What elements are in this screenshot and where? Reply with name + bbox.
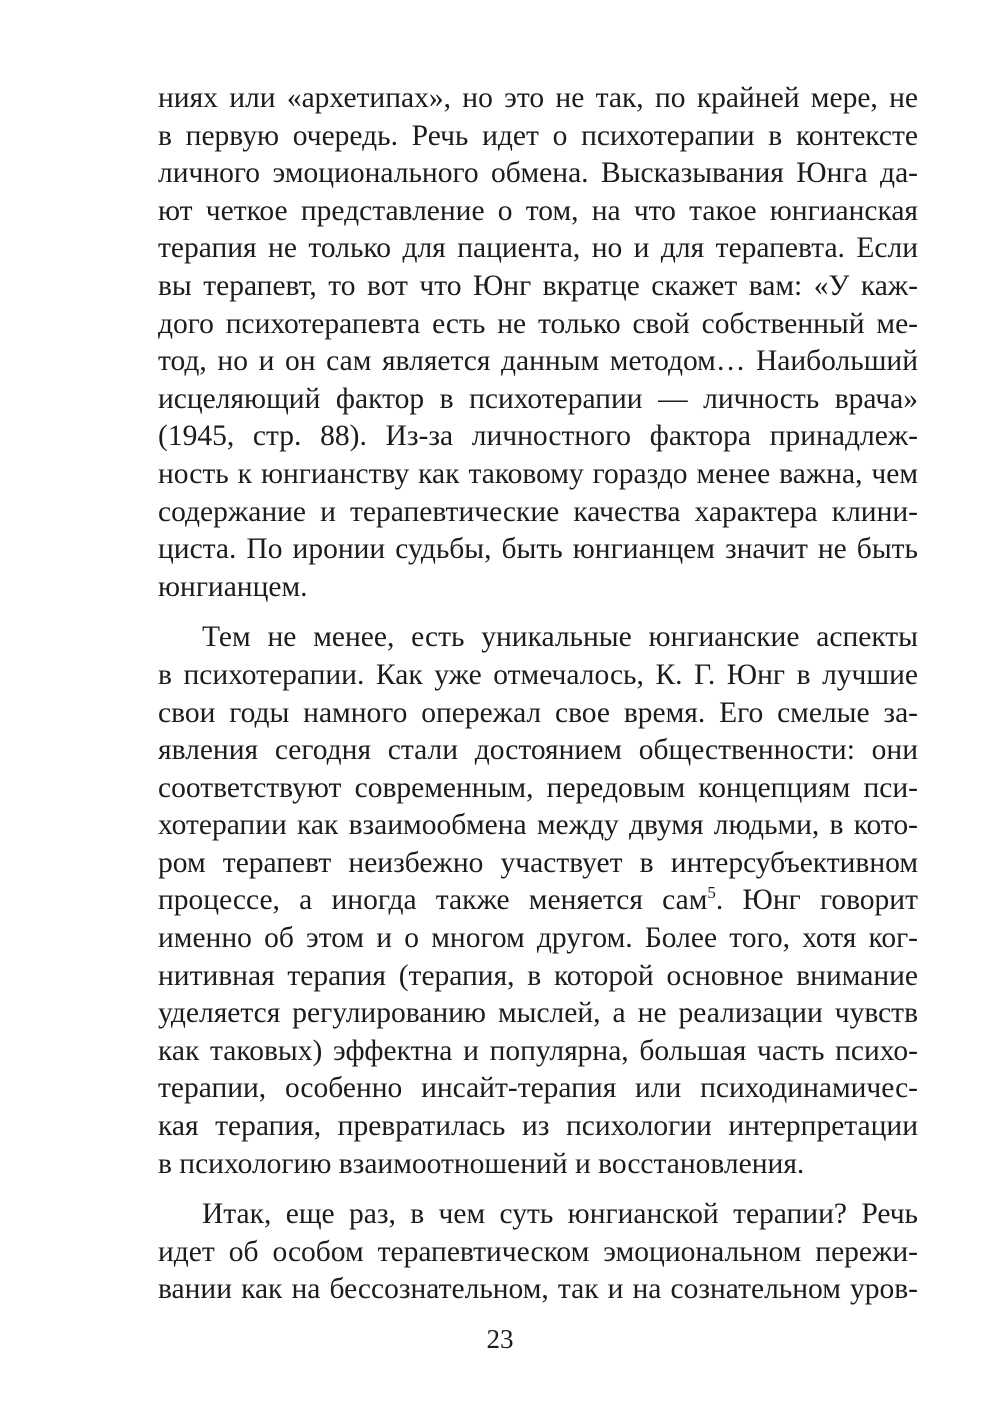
text-line: терапии, особенно инсайт-терапия или психодинамичес-	[158, 1072, 918, 1105]
text-line: (1945, стр. 88). Из-за личностного фактора принадлеж-	[158, 420, 918, 453]
page-number: 23	[486, 1324, 514, 1354]
footnote-text-line	[158, 882, 918, 920]
text-fragment: процессе, а иногда также меняется сам	[158, 884, 708, 917]
text-line: Итак, еще раз, в чем суть юнгианской терапии? Речь	[202, 1198, 918, 1231]
text-line: ность к юнгианству как таковому гораздо менее важна, чем	[158, 457, 918, 490]
text-line: в психологию взаимоотношений и восстановления.	[158, 1147, 805, 1180]
text-line: в психотерапии. Как уже отмечалось, К. Г. Юнг в лучшие	[158, 658, 918, 691]
text-line: Тем не менее, есть уникальные юнгианские аспекты	[202, 621, 918, 654]
footnote-marker[interactable]: 5	[707, 883, 716, 903]
text-line: ниях или «архетипах», но это не так, по крайней мере, не	[158, 82, 918, 114]
text-line: явления сегодня стали достоянием общественности: они	[158, 734, 918, 767]
text-line: личного эмоционального обмена. Высказывания Юнга да-	[158, 157, 918, 190]
text-fragment: . Юнг говорит	[715, 884, 918, 917]
text-line: дого психотерапевта есть не только свой собственный ме-	[158, 307, 918, 340]
text-line: идет об особом терапевтическом эмоциональном пережи-	[158, 1235, 918, 1268]
paragraph-2	[158, 619, 918, 1183]
text-line: соответствуют современным, передовым концепциям пси-	[158, 771, 918, 804]
text-line: тод, но и он сам является данным методом… Наибольший	[158, 345, 918, 378]
text-line: юнгианцем.	[158, 570, 308, 603]
text-line: хотерапии как взаимообмена между двумя людьми, в кото-	[158, 809, 918, 842]
text-line: вании как на бессознательном, так и на сознательном уров-	[158, 1273, 918, 1306]
text-line: циста. По иронии судьбы, быть юнгианцем значит не быть	[158, 533, 918, 566]
paragraph-1	[158, 80, 918, 606]
text-line: кая терапия, превратилась из психологии интерпретации	[158, 1110, 918, 1143]
text-line: исцеляющий фактор в психотерапии — личность врача»	[158, 382, 918, 415]
text-line: в первую очередь. Речь идет о психотерапии в контексте	[158, 119, 918, 152]
text-line: как таковых) эффектна и популярна, большая часть психо-	[158, 1034, 918, 1067]
text-line: ют четкое представление о том, на что такое юнгианская	[158, 194, 918, 227]
paragraph-3	[158, 1196, 918, 1309]
text-line: вы терапевт, то вот что Юнг вкратце скажет вам: «У каж-	[158, 269, 918, 302]
text-line: свои годы намного опережал свое время. Его смелые за-	[158, 696, 918, 729]
text-line: ром терапевт неизбежно участвует в интерсубъективном	[158, 846, 918, 879]
text-line: нитивная терапия (терапия, в которой основное внимание	[158, 959, 918, 992]
text-line: содержание и терапевтические качества характера клини-	[158, 495, 918, 528]
body-text	[158, 80, 918, 1309]
text-line: именно об этом и о многом другом. Более того, хотя ког-	[158, 922, 918, 955]
text-line: уделяется регулированию мыслей, а не реализации чувств	[158, 997, 918, 1030]
text-line: терапия не только для пациента, но и для терапевта. Если	[158, 232, 918, 265]
